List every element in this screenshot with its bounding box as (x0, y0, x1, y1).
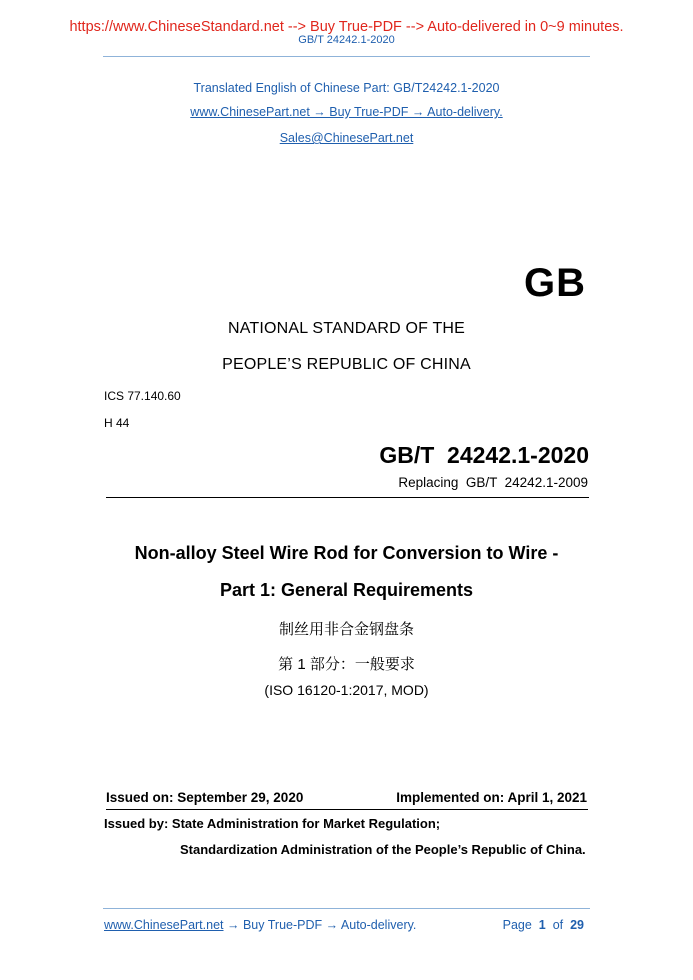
ics-code: ICS 77.140.60 (104, 389, 181, 403)
title-en-line1: Non-alloy Steel Wire Rod for Conversion to Wire - (134, 543, 559, 563)
footer-promo (104, 918, 416, 932)
ccs-code: H 44 (104, 416, 130, 430)
page-current: 1 (538, 918, 546, 932)
chinesepart-link[interactable]: www.ChinesePart.net → Buy True-PDF → Auto-delivery. (190, 105, 503, 119)
code-divider (106, 497, 589, 498)
issued-on: Issued on: September 29, 2020 (106, 790, 304, 805)
top-banner-link[interactable]: https://www.ChineseStandard.net --> Buy True-PDF --> Auto-delivered in 0~9 minutes. (69, 19, 624, 35)
replacing-standard: Replacing GB/T 24242.1-2009 (398, 475, 588, 490)
implemented-on: Implemented on: April 1, 2021 (396, 790, 587, 805)
page-of: of (552, 918, 564, 932)
translation-note: Translated English of Chinese Part: GB/T24242.1-2020 (193, 81, 500, 95)
issued-by: Issued by: State Administration for Market Regulation; (104, 816, 441, 831)
national-standard-line2: PEOPLE’S REPUBLIC OF CHINA (222, 356, 471, 373)
title-en-line2: Part 1: General Requirements (219, 580, 474, 600)
email-line (0, 131, 693, 145)
footer-divider (103, 908, 590, 909)
issued-divider (106, 809, 588, 810)
page-total: 29 (570, 918, 584, 932)
gb-mark: GB (524, 261, 586, 305)
footer-link-suffix: → Buy True-PDF → Auto-delivery. (223, 918, 417, 932)
page-label: Page (502, 918, 532, 932)
running-header-code: GB/T 24242.1-2020 (298, 34, 395, 46)
promo-line (0, 105, 693, 119)
sales-email-link[interactable]: Sales@ChinesePart.net (279, 131, 414, 145)
header-divider (103, 56, 590, 57)
issued-by-sac: Standardization Administration of the People’s Republic of China. (180, 842, 586, 857)
footer-link[interactable]: www.ChinesePart.net (104, 918, 224, 932)
page-number (503, 918, 584, 932)
title-zh-line1: 制丝用非合金钢盘条 (278, 621, 414, 638)
title-zh-line2: 第 1 部分：一般要求 (278, 656, 415, 673)
national-standard-line1: NATIONAL STANDARD OF THE (227, 320, 466, 337)
iso-reference: (ISO 16120-1:2017, MOD) (264, 682, 429, 698)
standard-code: GB/T 24242.1-2020 (379, 442, 589, 468)
